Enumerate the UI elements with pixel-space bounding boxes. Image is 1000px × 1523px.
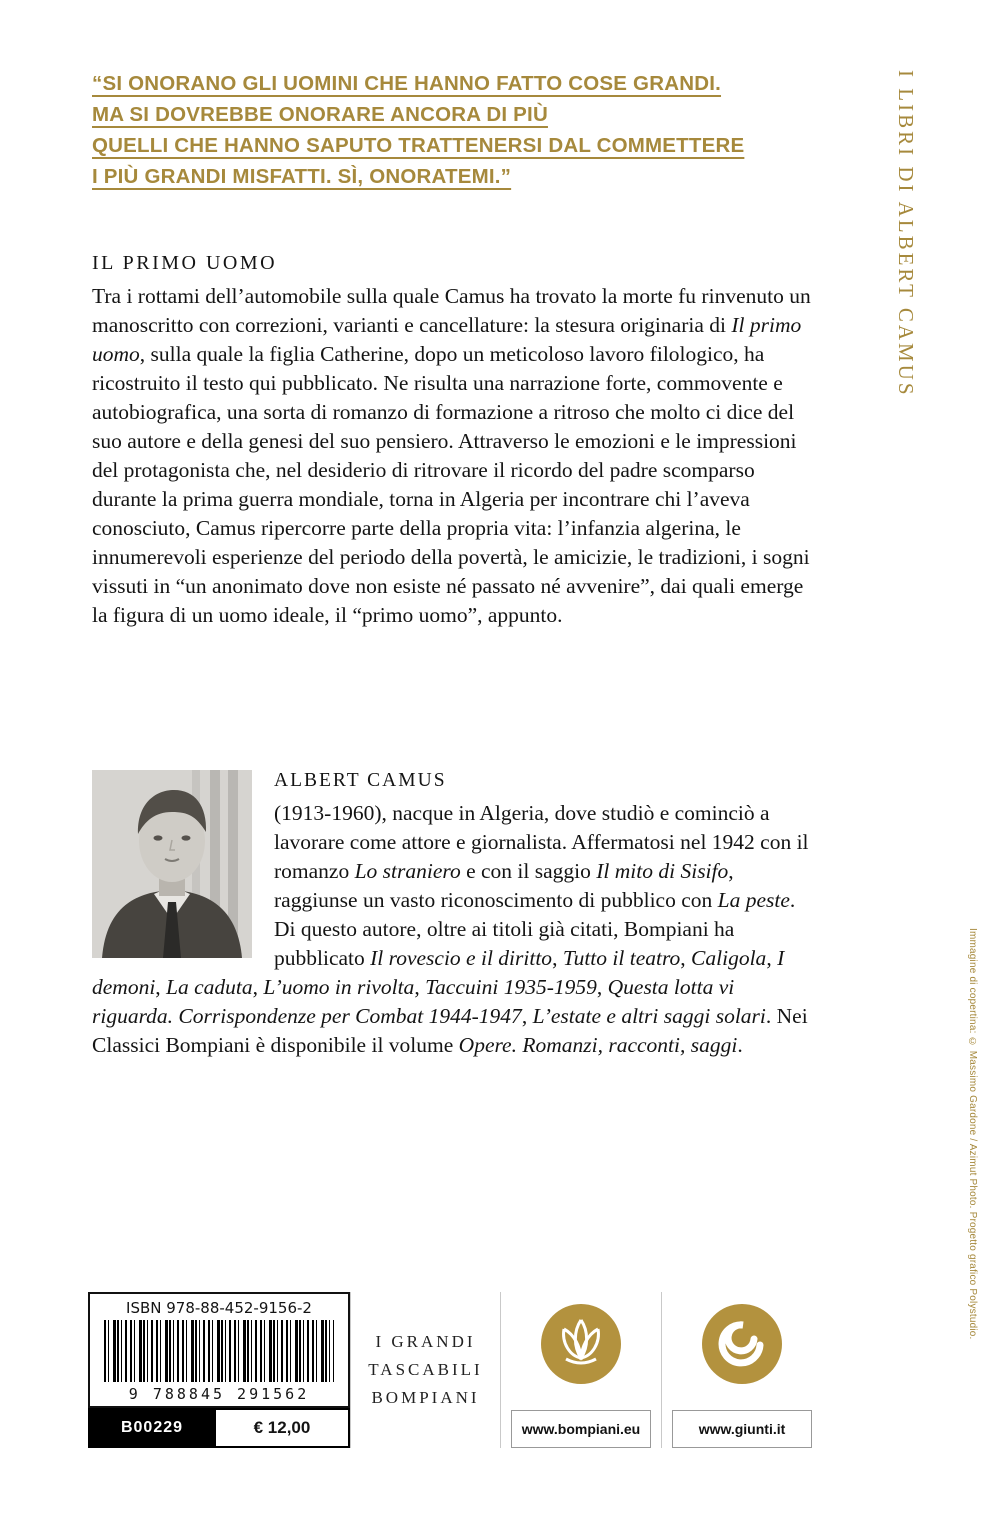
barcode-column (88, 1292, 350, 1448)
series-line: BOMPIANI (371, 1388, 480, 1407)
quote-line: QUELLI CHE HANNO SAPUTO TRATTENERSI DAL COMMETTERE (92, 134, 745, 157)
isbn-label: ISBN 978-88-452-9156-2 (126, 1299, 312, 1317)
series-line: TASCABILI (368, 1360, 483, 1379)
imprint-strip (88, 1292, 822, 1448)
cover-quote (92, 68, 772, 192)
giunti-column (661, 1292, 822, 1448)
photo-credits: Immagine di copertina: © Massimo Gardone / Azimut Photo. Progetto grafico Polystudio. (967, 928, 978, 1340)
price: € 12,00 (216, 1408, 350, 1448)
product-code: B00229 (88, 1408, 216, 1448)
bompiani-logo-icon (541, 1304, 621, 1384)
code-price-row (88, 1408, 350, 1448)
spine-title: I LIBRI DI ALBERT CAMUS (894, 70, 918, 398)
synopsis-section (92, 252, 818, 630)
barcode-box (88, 1292, 350, 1408)
author-section (92, 766, 819, 1060)
synopsis-text: Tra i rottami dell’automobile sulla quale Camus ha trovato la morte fu rinvenuto un manoscritto con correzioni, varianti e cancellature: la stesura originaria di Il primo uomo, sulla quale la figlia Catherine, dopo un meticoloso lavoro filologico, ha ricostruito il testo qui pubblicato. Ne risulta una narrazione forte, commovente e autobiografica, una sorta di romanzo di formazione a ritroso che molto ci dice del suo autore e della genesi del suo pensiero. Attraverso le emozioni e le impressioni del protagonista che, nel desiderio di ritrovare il ricordo del padre scomparso durante la prima guerra mondiale, torna in Algeria per incontrare chi l’aveva conosciuto, Camus ripercorre parte della propria vita: l’infanzia algerina, le innumerevoli esperienze del periodo della povertà, le amicizie, le tradizioni, i sogni vissuti in “un anonimato dove non esiste né passato né avvenire”, dai quali emerge la figura di un uomo ideale, il “primo uomo”, appunto. (92, 284, 811, 627)
giunti-url: www.giunti.it (672, 1410, 812, 1448)
series-title (350, 1292, 500, 1448)
bompiani-column (500, 1292, 661, 1448)
quote-line: “SI ONORANO GLI UOMINI CHE HANNO FATTO COSE GRANDI. (92, 72, 722, 95)
quote-line: I PIÙ GRANDI MISFATTI. SÌ, ONORATEMI.” (92, 165, 512, 188)
giunti-logo-icon (702, 1304, 782, 1384)
author-name: ALBERT CAMUS (274, 770, 447, 791)
series-line: I GRANDI (375, 1332, 476, 1351)
barcode (104, 1320, 334, 1382)
author-bio: (1913-1960), nacque in Algeria, dove studiò e cominciò a lavorare come attore e giornalista. Affermatosi nel 1942 con il romanzo Lo straniero e con il saggio Il mito di Sisifo, raggiunse un vasto riconoscimento di pubblico con La peste. Di questo autore, oltre ai titoli già citati, Bompiani ha pubblicato Il rovescio e il diritto, Tutto il teatro, Caligola, I demoni, La caduta, L’uomo in rivolta, Taccuini 1935-1959, Questa lotta vi riguarda. Corrispondenze per Combat 1944-1947, L’estate e altri saggi solari. Nei Classici Bompiani è disponibile il volume Opere. Romanzi, racconti, saggi. (92, 801, 809, 1057)
book-title: IL PRIMO UOMO (92, 252, 278, 274)
albert-camus-photo (92, 770, 252, 958)
barcode-digits: 9 788845 291562 (128, 1385, 310, 1403)
quote-line: MA SI DOVREBBE ONORARE ANCORA DI PIÙ (92, 103, 548, 126)
bompiani-url: www.bompiani.eu (511, 1410, 651, 1448)
